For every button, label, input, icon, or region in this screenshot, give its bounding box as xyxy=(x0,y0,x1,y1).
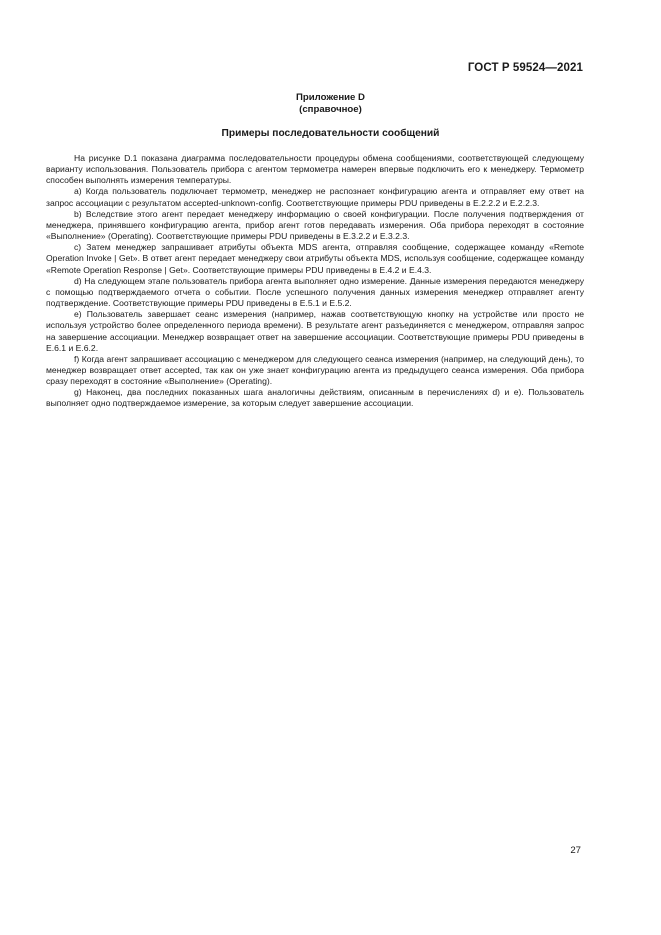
paragraph-intro: На рисунке D.1 показана диаграмма последовательности процедуры обмена сообщениями, соответствующей следующему варианту использования. Пользователь прибора с агентом термометра намерен впервые подключить его к менеджеру. Термометр способен выполнять измерения температуры. xyxy=(46,153,584,186)
appendix-heading xyxy=(0,92,661,116)
paragraph-b: b) Вследствие этого агент передает менеджеру информацию о своей конфигурации. После получения подтверждения от менеджера, принявшего конфигурацию агента, прибор агент готов передавать измерения. Оба прибора переходят в состояние «Выполнение» (Operating). Соответствующие примеры PDU приведены в E.3.2.2 и E.3.2.3. xyxy=(46,208,584,242)
section-title: Примеры последовательности сообщений xyxy=(221,128,440,139)
paragraph-d: d) На следующем этапе пользователь прибора агента выполняет одно измерение. Данные измерения передаются менеджеру с помощью подтверждаемого отчета о событии. После успешного получения данных измерения менеджер отправляет агенту подтверждение. Соответствующие примеры PDU приведены в E.5.1 и E.5.2. xyxy=(46,275,584,309)
paragraph-g: g) Наконец, два последних показанных шага аналогичны действиям, описанным в перечислениях d) и e). Пользователь выполняет одно подтверждаемое измерение, за которым следует завершение ассоциации. xyxy=(46,387,584,409)
page-number: 27 xyxy=(570,845,581,856)
paragraph-a: a) Когда пользователь подключает термометр, менеджер не распознает конфигурацию агента и отправляет ему ответ на запрос ассоциации с результатом accepted-unknown-config. Соответствующие примеры PDU приведены в E.2.2.2 и E.2.2.3. xyxy=(46,186,584,208)
body-text xyxy=(46,153,584,410)
paragraph-f: f) Когда агент запрашивает ассоциацию с менеджером для следующего сеанса измерения (например, на следующий день), то менеджер возвращает ответ accepted, так как он уже знает конфигурацию агента из предыдущего сеанса измерения. Оба прибора сразу переходят в состояние «Выполнение» (Operating). xyxy=(46,353,584,387)
paragraph-e: e) Пользователь завершает сеанс измерения (например, нажав соответствующую кнопку на устройстве или просто не используя устройство более определенного периода времени). В результате агент разъединяется с менеджером, отправляя запрос на завершение ассоциации. Менеджер возвращает ответ на завершение ассоциации. Соответствующие примеры PDU приведены в E.6.1 и E.6.2. xyxy=(46,309,584,353)
standard-code: ГОСТ Р 59524—2021 xyxy=(467,62,583,74)
appendix-title: Приложение D xyxy=(296,92,365,103)
appendix-subtitle: (справочное) xyxy=(299,104,362,115)
paragraph-c: c) Затем менеджер запрашивает атрибуты объекта MDS агента, отправляя сообщение, содержащее команду «Remote Operation Invoke | Get». В ответ агент передает менеджеру свои атрибуты объекта MDS, используя сообщение, содержащее команду «Remote Operation Response | Get». Соответствующие примеры PDU приведены в E.4.2 и E.4.3. xyxy=(46,242,584,275)
